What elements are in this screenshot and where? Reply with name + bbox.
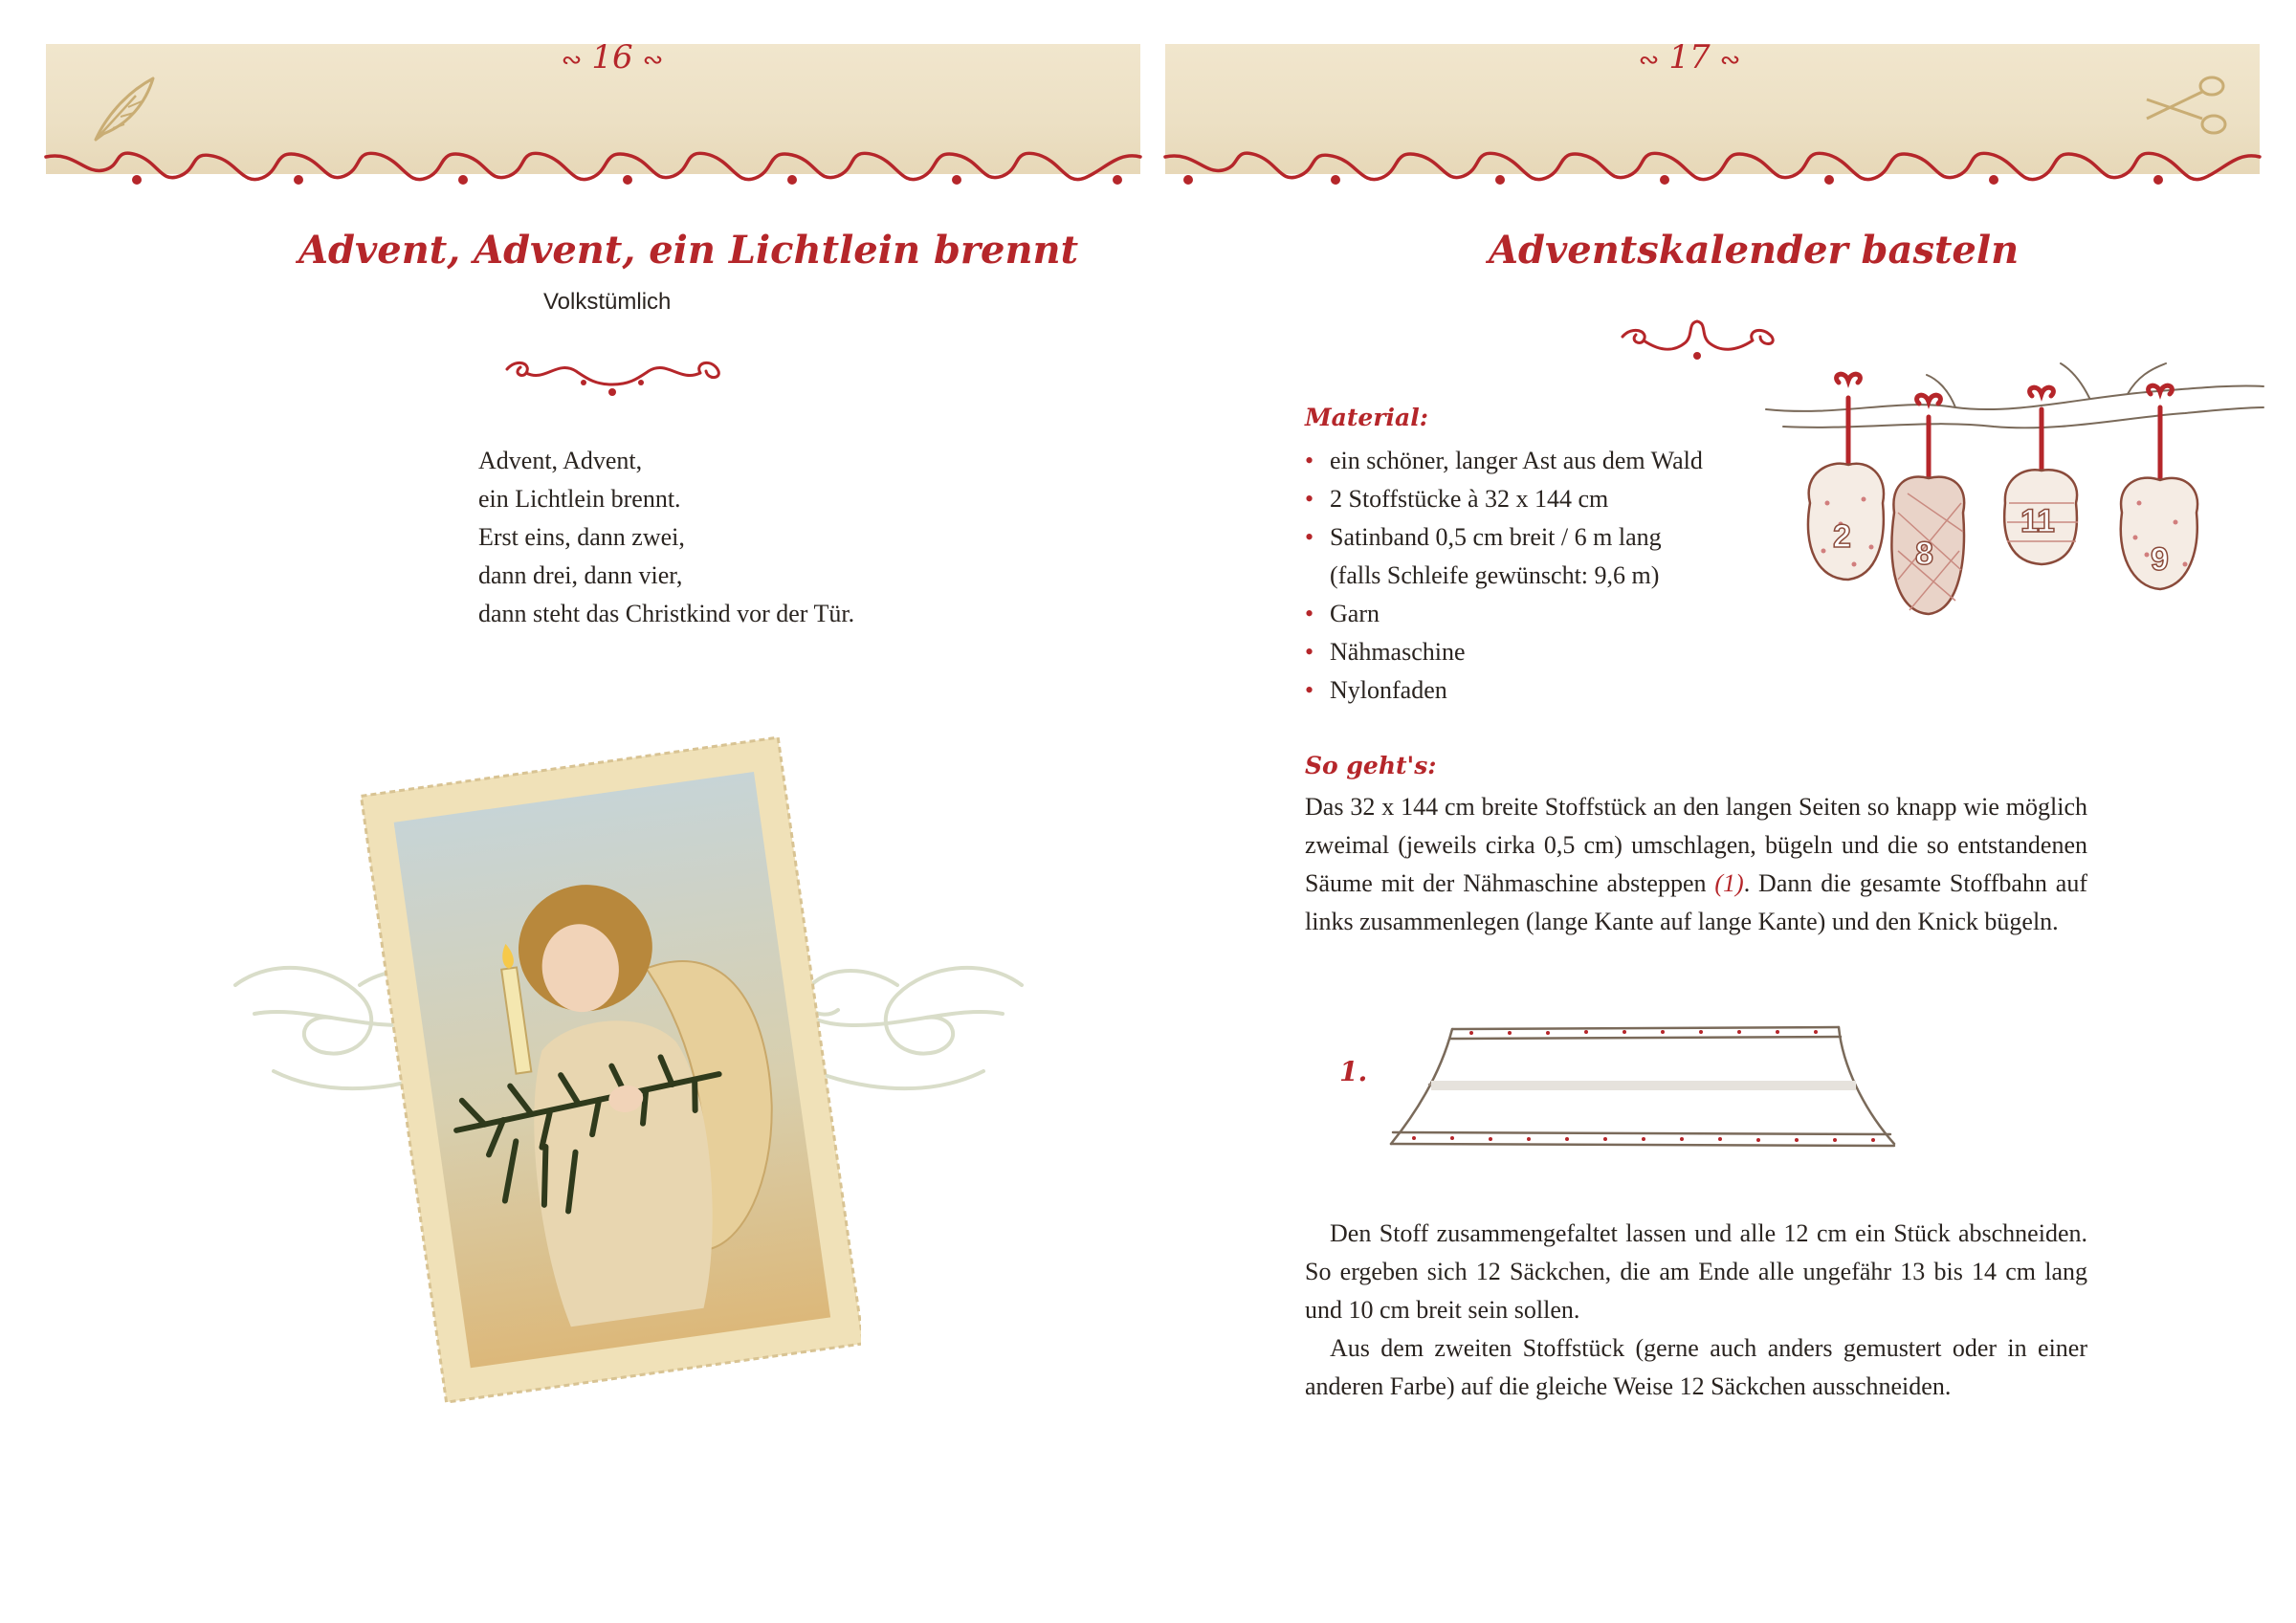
poem-line: dann steht das Christkind vor der Tür. <box>478 600 855 627</box>
swirl-ornament: ∾ <box>561 46 583 75</box>
swirl-divider <box>1617 314 1779 363</box>
howto-heading: So geht's: <box>1305 752 1437 779</box>
bag-number: 9 <box>2151 541 2169 578</box>
vine-border <box>46 142 1140 203</box>
list-item: • Nähmaschine <box>1305 633 1703 671</box>
vine-border <box>1165 142 2260 203</box>
figure-reference: (1) <box>1714 869 1744 897</box>
materials-list <box>1305 442 1703 710</box>
poem-line: Erst eins, dann zwei, <box>478 523 685 551</box>
quill-icon <box>86 71 163 147</box>
advent-bags-illustration <box>1764 360 2265 637</box>
swirl-ornament: ∾ <box>1719 46 1741 75</box>
page-number: ∾ 16 ∾ <box>561 38 664 77</box>
instructions-paragraph-1 <box>1305 788 2087 941</box>
list-item: • ein schöner, langer Ast aus dem Wald <box>1305 442 1703 480</box>
list-item: • Garn <box>1305 595 1703 633</box>
paragraph-text: . Dann die gesamte Stoffbahn auf links zusammenlegen (lange Kante auf lange Kante) und den Knick bügeln. <box>1305 869 2087 935</box>
poem-line: Advent, Advent, <box>478 447 643 474</box>
fabric-hem-illustration <box>1385 1018 1902 1161</box>
right-page <box>1148 0 2296 1623</box>
poem-author: Volkstümlich <box>543 289 672 315</box>
angel-postcard-image <box>344 727 861 1415</box>
swirl-divider <box>503 350 723 398</box>
instructions-paragraph-2 <box>1305 1215 2087 1406</box>
page-number: ∾ 17 ∾ <box>1638 38 1741 77</box>
list-item: • Nylonfaden <box>1305 671 1703 710</box>
poem-title: Advent, Advent, ein Lichtlein brennt <box>298 228 1079 273</box>
page-title: Adventskalender basteln <box>1489 228 2020 273</box>
paragraph-text: Den Stoff zusammengefaltet lassen und alle 12 cm ein Stück abschneiden. So ergeben sich 12 Säckchen, die am Ende alle ungefähr 13 bis 14 cm lang und 10 cm breit sein sollen. <box>1305 1219 2087 1324</box>
list-item: • 2 Stoffstücke à 32 x 144 cm <box>1305 480 1703 518</box>
list-item-note: (falls Schleife gewünscht: 9,6 m) <box>1330 561 1660 589</box>
bag-number: 11 <box>2020 503 2055 539</box>
swirl-ornament: ∾ <box>1638 46 1660 75</box>
paragraph-text: Aus dem zweiten Stoffstück (gerne auch anders gemustert oder in einer anderen Farbe) auf die gleiche Weise 12 Säckchen ausschneiden. <box>1305 1334 2087 1400</box>
list-item: • Satinband 0,5 cm breit / 6 m lang <box>1305 518 1703 557</box>
swirl-ornament: ∾ <box>642 46 664 75</box>
paragraph-text: Das 32 x 144 cm breite Stoffstück an den langen Seiten so knapp wie möglich zweimal (jeweils cirka 0,5 cm) umschlagen, bügeln und die so entstandenen Säume mit der Nähmaschine absteppen <box>1305 793 2087 897</box>
bag-number: 8 <box>1915 536 1933 572</box>
poem-text <box>478 442 854 633</box>
poem-line: ein Lichtlein brennt. <box>478 485 681 513</box>
bag-number: 2 <box>1833 518 1851 555</box>
step-label: 1. <box>1339 1056 1368 1087</box>
materials-heading: Material: <box>1305 404 1428 431</box>
poem-line: dann drei, dann vier, <box>478 561 683 589</box>
scissors-icon <box>2137 65 2233 151</box>
